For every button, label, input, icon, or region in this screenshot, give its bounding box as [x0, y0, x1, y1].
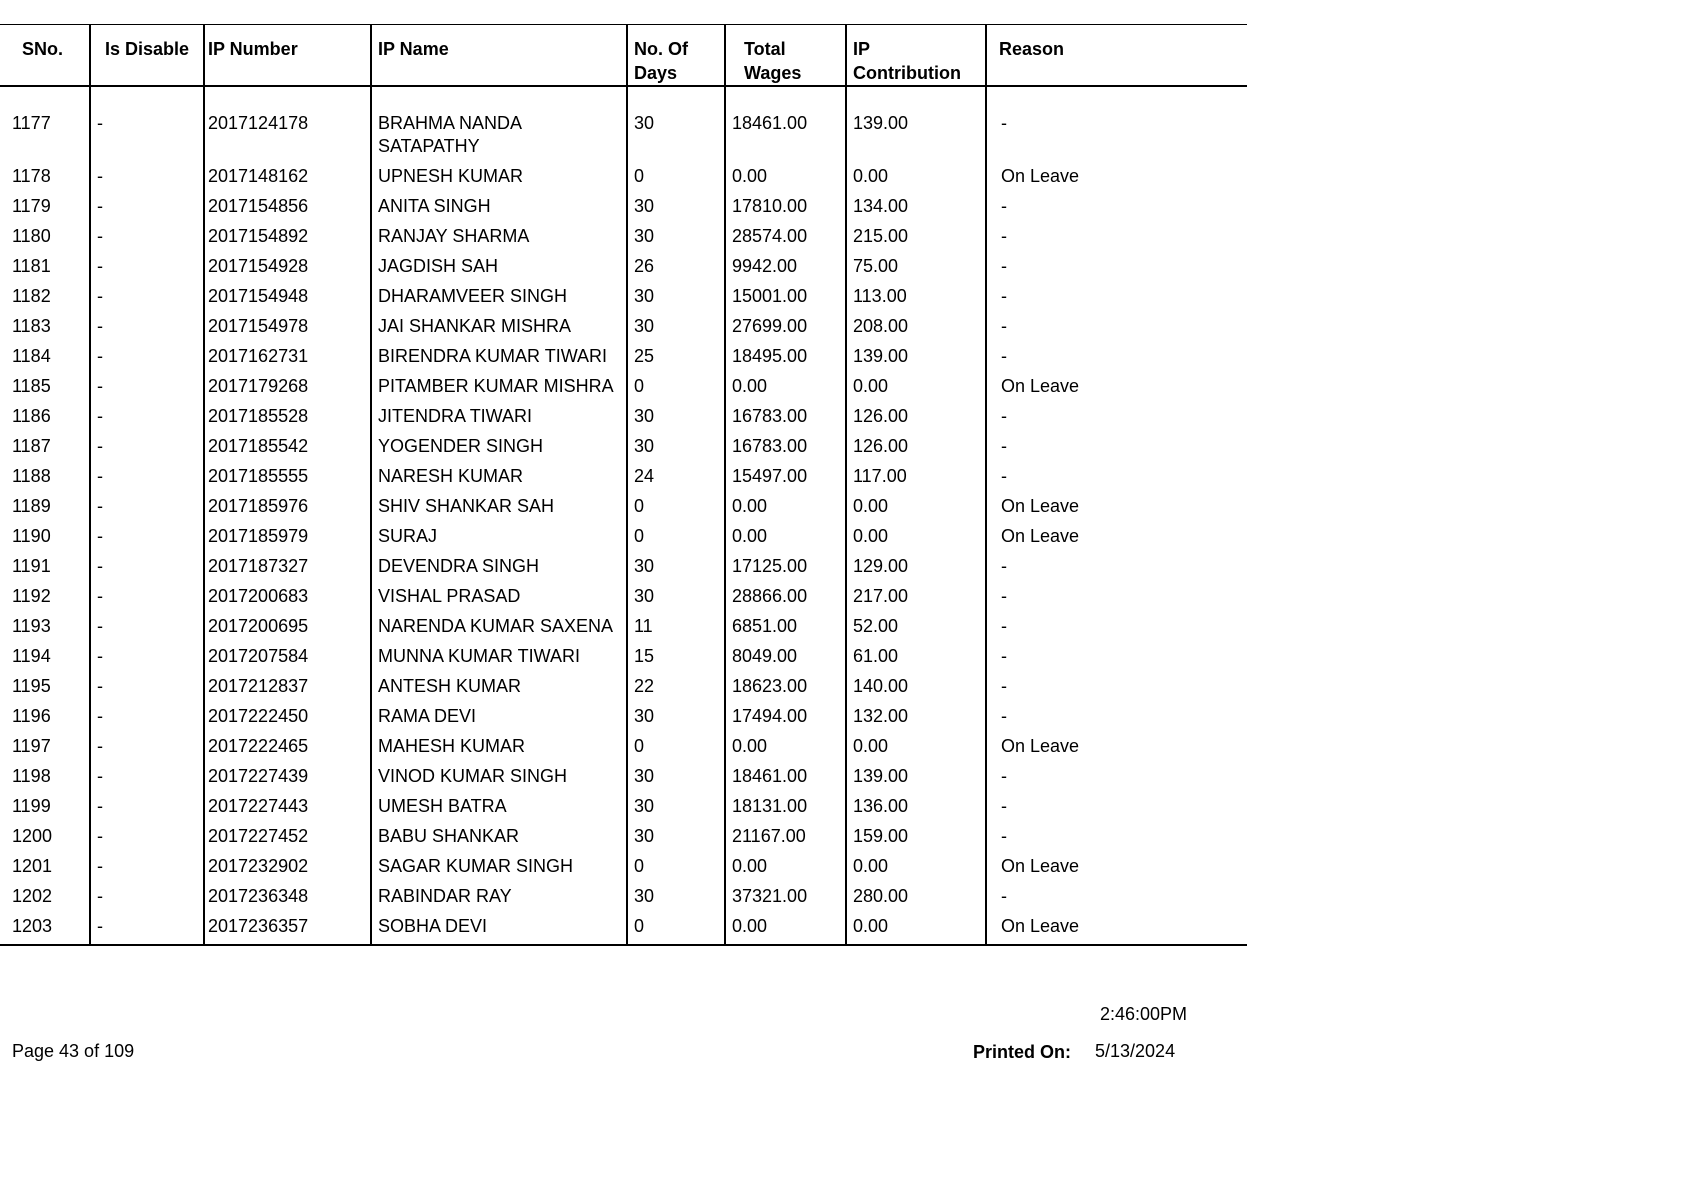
cell-reason: -: [1001, 706, 1007, 726]
cell-sno: 1189: [0, 492, 90, 522]
cell-ip-number: 2017212837: [204, 672, 371, 702]
table-row: [0, 312, 1247, 342]
cell-days: 30: [627, 792, 725, 822]
cell-is-disable: -: [90, 492, 204, 522]
cell-reason: On Leave: [1001, 856, 1080, 876]
table-row: [0, 432, 1247, 462]
cell-ip-name: SOBHA DEVI: [371, 912, 627, 945]
cell-total-wages: 17494.00: [725, 702, 846, 732]
cell-sno: 1179: [0, 192, 90, 222]
cell-sno: 1184: [0, 342, 90, 372]
printed-time: 2:46:00PM: [1100, 1004, 1188, 1024]
cell-sno: 1192: [0, 582, 90, 612]
cell-total-wages: 28866.00: [725, 582, 846, 612]
cell-reason: -: [1001, 346, 1007, 366]
cell-ip-contribution: 139.00: [846, 762, 986, 792]
cell-days: 25: [627, 342, 725, 372]
cell-ip-contribution: 75.00: [846, 252, 986, 282]
cell-total-wages: 28574.00: [725, 222, 846, 252]
cell-days: 0: [627, 522, 725, 552]
cell-reason: -: [1001, 676, 1007, 696]
cell-ip-contribution: 139.00: [846, 342, 986, 372]
cell-is-disable: -: [90, 312, 204, 342]
cell-ip-contribution: 0.00: [846, 732, 986, 762]
cell-reason: -: [1001, 286, 1007, 306]
cell-total-wages: 27699.00: [725, 312, 846, 342]
cell-is-disable: -: [90, 222, 204, 252]
cell-ip-name: BRAHMA NANDA SATAPATHY: [371, 86, 627, 162]
cell-ip-number: 2017148162: [204, 162, 371, 192]
cell-ip-number: 2017236357: [204, 912, 371, 945]
cell-total-wages: 16783.00: [725, 402, 846, 432]
cell-ip-contribution: 0.00: [846, 162, 986, 192]
cell-is-disable: -: [90, 402, 204, 432]
cell-reason: On Leave: [1001, 376, 1080, 396]
cell-ip-number: 2017185979: [204, 522, 371, 552]
cell-days: 24: [627, 462, 725, 492]
table-row: [0, 732, 1247, 762]
cell-ip-number: 2017185542: [204, 432, 371, 462]
cell-reason: -: [1001, 886, 1007, 906]
cell-days: 0: [627, 162, 725, 192]
cell-ip-name: BABU SHANKAR: [371, 822, 627, 852]
header-days: No. Of Days: [627, 25, 725, 87]
cell-days: 30: [627, 402, 725, 432]
table-row: [0, 792, 1247, 822]
cell-ip-name: SURAJ: [371, 522, 627, 552]
cell-days: 30: [627, 192, 725, 222]
cell-ip-name: VINOD KUMAR SINGH: [371, 762, 627, 792]
table-row: [0, 252, 1247, 282]
cell-reason: -: [1001, 646, 1007, 666]
cell-is-disable: -: [90, 282, 204, 312]
cell-ip-number: 2017179268: [204, 372, 371, 402]
cell-ip-number: 2017154978: [204, 312, 371, 342]
cell-ip-number: 2017185528: [204, 402, 371, 432]
cell-is-disable: -: [90, 612, 204, 642]
cell-ip-contribution: 0.00: [846, 522, 986, 552]
table-body: [0, 86, 1247, 945]
cell-ip-name: NARENDA KUMAR SAXENA: [371, 612, 627, 642]
cell-ip-number: 2017124178: [204, 86, 371, 162]
cell-ip-name: JAI SHANKAR MISHRA: [371, 312, 627, 342]
cell-days: 30: [627, 282, 725, 312]
table-header: [0, 25, 1247, 87]
cell-reason: -: [1001, 196, 1007, 216]
table-row: [0, 672, 1247, 702]
page-number: Page 43 of 109: [12, 1041, 135, 1061]
cell-days: 30: [627, 582, 725, 612]
cell-sno: 1181: [0, 252, 90, 282]
cell-reason: -: [1001, 616, 1007, 636]
cell-total-wages: 0.00: [725, 522, 846, 552]
cell-total-wages: 0.00: [725, 912, 846, 945]
cell-is-disable: -: [90, 192, 204, 222]
table-row: [0, 162, 1247, 192]
cell-total-wages: 0.00: [725, 372, 846, 402]
cell-is-disable: -: [90, 822, 204, 852]
cell-ip-number: 2017185555: [204, 462, 371, 492]
cell-reason: -: [1001, 316, 1007, 336]
cell-ip-contribution: 134.00: [846, 192, 986, 222]
cell-ip-contribution: 215.00: [846, 222, 986, 252]
cell-is-disable: -: [90, 762, 204, 792]
cell-ip-number: 2017222450: [204, 702, 371, 732]
table-row: [0, 642, 1247, 672]
header-ip-name: IP Name: [371, 25, 627, 87]
cell-sno: 1201: [0, 852, 90, 882]
cell-reason: -: [1001, 586, 1007, 606]
cell-ip-name: ANTESH KUMAR: [371, 672, 627, 702]
cell-ip-number: 2017232902: [204, 852, 371, 882]
cell-reason: -: [1001, 466, 1007, 486]
cell-ip-number: 2017222465: [204, 732, 371, 762]
table-row: [0, 822, 1247, 852]
cell-reason: -: [1001, 406, 1007, 426]
cell-days: 30: [627, 86, 725, 162]
cell-is-disable: -: [90, 522, 204, 552]
cell-sno: 1193: [0, 612, 90, 642]
cell-reason: -: [1001, 113, 1007, 133]
cell-total-wages: 8049.00: [725, 642, 846, 672]
cell-days: 30: [627, 822, 725, 852]
cell-ip-name: VISHAL PRASAD: [371, 582, 627, 612]
cell-is-disable: -: [90, 852, 204, 882]
cell-ip-contribution: 0.00: [846, 372, 986, 402]
cell-ip-name: RANJAY SHARMA: [371, 222, 627, 252]
cell-reason: -: [1001, 766, 1007, 786]
cell-reason: On Leave: [1001, 166, 1080, 186]
cell-ip-name: UMESH BATRA: [371, 792, 627, 822]
cell-reason: -: [1001, 796, 1007, 816]
cell-ip-number: 2017154928: [204, 252, 371, 282]
cell-ip-number: 2017187327: [204, 552, 371, 582]
cell-days: 30: [627, 882, 725, 912]
cell-ip-name: RAMA DEVI: [371, 702, 627, 732]
table-row: [0, 882, 1247, 912]
printed-on-label: Printed On:: [973, 1042, 1071, 1062]
cell-ip-contribution: 159.00: [846, 822, 986, 852]
cell-sno: 1195: [0, 672, 90, 702]
cell-total-wages: 18495.00: [725, 342, 846, 372]
cell-ip-contribution: 139.00: [846, 86, 986, 162]
contribution-table: [0, 24, 1247, 946]
table-row: [0, 762, 1247, 792]
cell-sno: 1198: [0, 762, 90, 792]
cell-days: 30: [627, 702, 725, 732]
table-row: [0, 492, 1247, 522]
cell-days: 30: [627, 552, 725, 582]
cell-total-wages: 21167.00: [725, 822, 846, 852]
cell-reason: On Leave: [1001, 736, 1080, 756]
cell-ip-name: UPNESH KUMAR: [371, 162, 627, 192]
printed-on-date: 5/13/2024: [1095, 1041, 1176, 1061]
cell-days: 30: [627, 432, 725, 462]
cell-is-disable: -: [90, 86, 204, 162]
cell-ip-contribution: 52.00: [846, 612, 986, 642]
cell-sno: 1177: [0, 86, 90, 162]
cell-sno: 1197: [0, 732, 90, 762]
cell-ip-name: JAGDISH SAH: [371, 252, 627, 282]
cell-ip-name: JITENDRA TIWARI: [371, 402, 627, 432]
cell-total-wages: 9942.00: [725, 252, 846, 282]
cell-ip-number: 2017185976: [204, 492, 371, 522]
cell-total-wages: 0.00: [725, 162, 846, 192]
cell-ip-contribution: 126.00: [846, 402, 986, 432]
table-row: [0, 372, 1247, 402]
cell-sno: 1203: [0, 912, 90, 945]
cell-ip-number: 2017162731: [204, 342, 371, 372]
cell-ip-number: 2017227452: [204, 822, 371, 852]
cell-ip-contribution: 129.00: [846, 552, 986, 582]
cell-ip-contribution: 280.00: [846, 882, 986, 912]
table-row: [0, 222, 1247, 252]
cell-ip-number: 2017207584: [204, 642, 371, 672]
cell-is-disable: -: [90, 882, 204, 912]
cell-sno: 1187: [0, 432, 90, 462]
cell-days: 15: [627, 642, 725, 672]
header-total-wages: Total Wages: [725, 25, 846, 87]
cell-ip-number: 2017200683: [204, 582, 371, 612]
cell-ip-contribution: 132.00: [846, 702, 986, 732]
cell-ip-contribution: 0.00: [846, 912, 986, 945]
table-row: [0, 852, 1247, 882]
cell-days: 11: [627, 612, 725, 642]
cell-ip-contribution: 126.00: [846, 432, 986, 462]
cell-ip-number: 2017236348: [204, 882, 371, 912]
cell-days: 0: [627, 912, 725, 945]
cell-total-wages: 18131.00: [725, 792, 846, 822]
cell-days: 0: [627, 492, 725, 522]
table-row: [0, 912, 1247, 945]
cell-ip-name: PITAMBER KUMAR MISHRA: [371, 372, 627, 402]
cell-sno: 1202: [0, 882, 90, 912]
cell-sno: 1191: [0, 552, 90, 582]
cell-sno: 1180: [0, 222, 90, 252]
cell-sno: 1188: [0, 462, 90, 492]
cell-is-disable: -: [90, 642, 204, 672]
cell-days: 26: [627, 252, 725, 282]
header-reason: Reason: [986, 25, 1247, 87]
cell-days: 30: [627, 312, 725, 342]
cell-days: 22: [627, 672, 725, 702]
cell-ip-name: RABINDAR RAY: [371, 882, 627, 912]
cell-is-disable: -: [90, 462, 204, 492]
cell-reason: On Leave: [1001, 496, 1080, 516]
cell-ip-name: DHARAMVEER SINGH: [371, 282, 627, 312]
cell-total-wages: 17125.00: [725, 552, 846, 582]
cell-ip-name: BIRENDRA KUMAR TIWARI: [371, 342, 627, 372]
cell-ip-contribution: 140.00: [846, 672, 986, 702]
cell-is-disable: -: [90, 912, 204, 945]
cell-is-disable: -: [90, 252, 204, 282]
cell-sno: 1185: [0, 372, 90, 402]
cell-sno: 1196: [0, 702, 90, 732]
cell-sno: 1199: [0, 792, 90, 822]
cell-ip-number: 2017227443: [204, 792, 371, 822]
cell-ip-number: 2017154856: [204, 192, 371, 222]
cell-is-disable: -: [90, 702, 204, 732]
cell-days: 30: [627, 222, 725, 252]
cell-is-disable: -: [90, 672, 204, 702]
table-row: [0, 462, 1247, 492]
cell-reason: On Leave: [986, 912, 1247, 945]
cell-ip-name: DEVENDRA SINGH: [371, 552, 627, 582]
cell-ip-number: 2017200695: [204, 612, 371, 642]
cell-is-disable: -: [90, 432, 204, 462]
cell-ip-number: 2017154948: [204, 282, 371, 312]
cell-total-wages: 17810.00: [725, 192, 846, 222]
header-sno: SNo.: [0, 25, 90, 87]
cell-is-disable: -: [90, 552, 204, 582]
table-row: [0, 702, 1247, 732]
header-row: [0, 25, 1247, 87]
table-row: [0, 342, 1247, 372]
cell-total-wages: 15001.00: [725, 282, 846, 312]
cell-sno: 1178: [0, 162, 90, 192]
cell-ip-contribution: 217.00: [846, 582, 986, 612]
table-row: [0, 612, 1247, 642]
cell-sno: 1183: [0, 312, 90, 342]
cell-ip-contribution: 0.00: [846, 492, 986, 522]
cell-total-wages: 18461.00: [725, 762, 846, 792]
cell-days: 0: [627, 732, 725, 762]
cell-sno: 1186: [0, 402, 90, 432]
cell-ip-contribution: 208.00: [846, 312, 986, 342]
cell-total-wages: 18623.00: [725, 672, 846, 702]
cell-ip-number: 2017154892: [204, 222, 371, 252]
cell-sno: 1200: [0, 822, 90, 852]
cell-is-disable: -: [90, 792, 204, 822]
cell-ip-name: SAGAR KUMAR SINGH: [371, 852, 627, 882]
table-row: [0, 582, 1247, 612]
table-row: [0, 402, 1247, 432]
cell-sno: 1190: [0, 522, 90, 552]
cell-total-wages: 0.00: [725, 492, 846, 522]
cell-total-wages: 18461.00: [725, 86, 846, 162]
cell-ip-contribution: 136.00: [846, 792, 986, 822]
cell-total-wages: 16783.00: [725, 432, 846, 462]
cell-days: 0: [627, 372, 725, 402]
cell-total-wages: 37321.00: [725, 882, 846, 912]
cell-is-disable: -: [90, 342, 204, 372]
cell-is-disable: -: [90, 582, 204, 612]
cell-reason: -: [1001, 256, 1007, 276]
cell-reason: -: [1001, 826, 1007, 846]
cell-ip-name: MAHESH KUMAR: [371, 732, 627, 762]
cell-ip-number: 2017227439: [204, 762, 371, 792]
cell-is-disable: -: [90, 372, 204, 402]
cell-ip-name: SHIV SHANKAR SAH: [371, 492, 627, 522]
cell-sno: 1182: [0, 282, 90, 312]
cell-total-wages: 0.00: [725, 852, 846, 882]
cell-total-wages: 15497.00: [725, 462, 846, 492]
header-ip-contribution: IP Contribution: [846, 25, 986, 87]
header-ip-number: IP Number: [204, 25, 371, 87]
table-row: [0, 522, 1247, 552]
cell-ip-contribution: 0.00: [846, 852, 986, 882]
header-is-disable: Is Disable: [90, 25, 204, 87]
cell-ip-name: YOGENDER SINGH: [371, 432, 627, 462]
cell-is-disable: -: [90, 162, 204, 192]
cell-ip-contribution: 113.00: [846, 282, 986, 312]
cell-ip-name: MUNNA KUMAR TIWARI: [371, 642, 627, 672]
cell-days: 30: [627, 762, 725, 792]
cell-ip-contribution: 117.00: [846, 462, 986, 492]
table-row: [0, 552, 1247, 582]
cell-total-wages: 0.00: [725, 732, 846, 762]
table-row: [0, 192, 1247, 222]
cell-ip-name: NARESH KUMAR: [371, 462, 627, 492]
cell-reason: -: [1001, 556, 1007, 576]
cell-is-disable: -: [90, 732, 204, 762]
table-row: [0, 86, 1247, 162]
table-row: [0, 282, 1247, 312]
cell-sno: 1194: [0, 642, 90, 672]
cell-reason: On Leave: [1001, 526, 1080, 546]
cell-reason: -: [1001, 226, 1007, 246]
cell-ip-name: ANITA SINGH: [371, 192, 627, 222]
cell-ip-contribution: 61.00: [846, 642, 986, 672]
cell-reason: -: [1001, 436, 1007, 456]
cell-total-wages: 6851.00: [725, 612, 846, 642]
cell-days: 0: [627, 852, 725, 882]
